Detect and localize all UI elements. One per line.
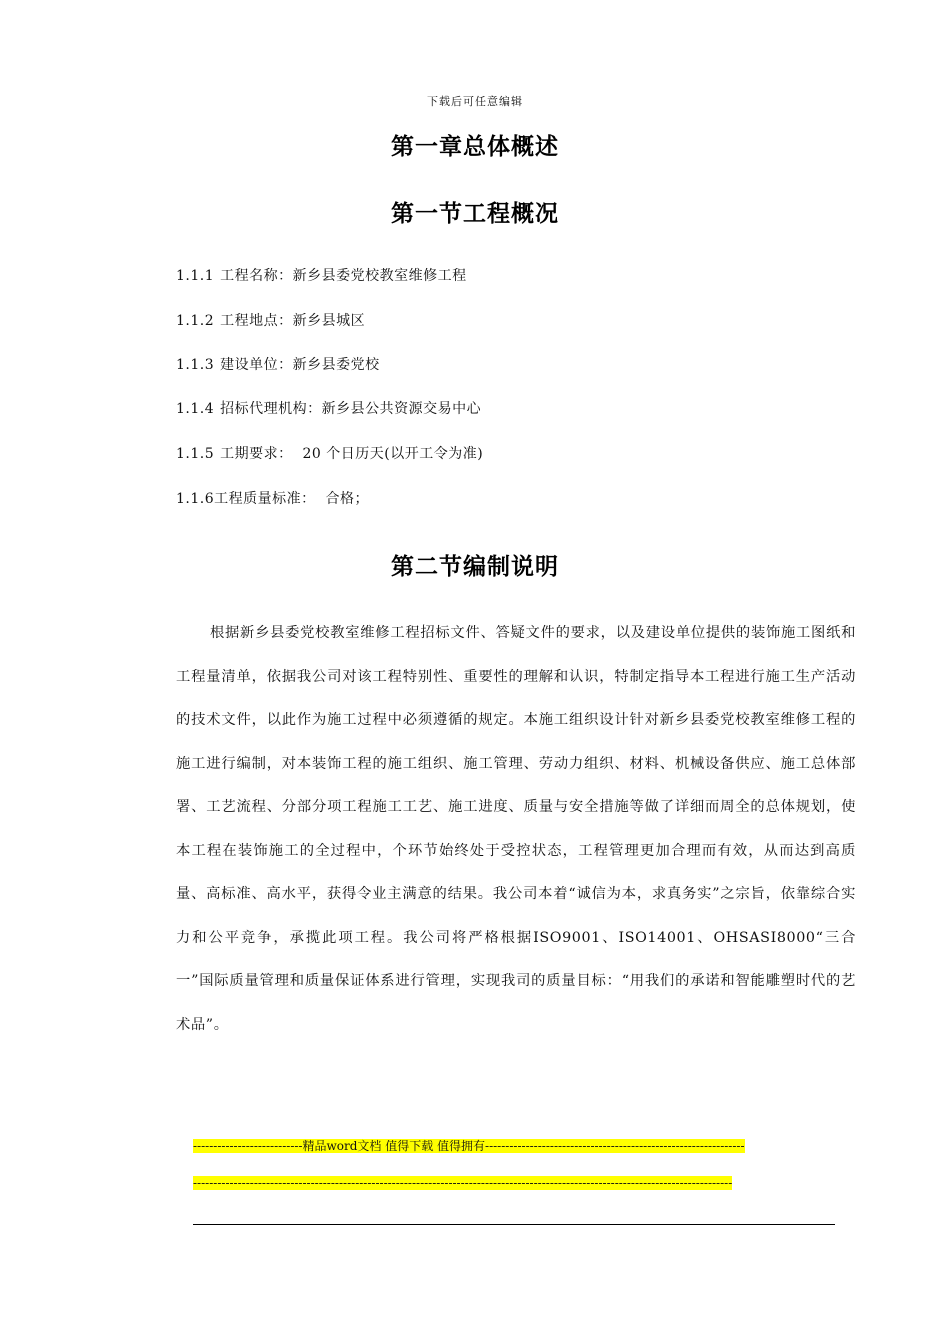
- info-item: [176, 488, 369, 508]
- info-item: [176, 398, 481, 418]
- info-item-text: 建设单位：新乡县委党校: [220, 357, 380, 373]
- info-item-number: 1.1.2: [176, 313, 215, 329]
- footer-banner: [193, 1140, 833, 1190]
- info-item-text: 工期要求： 20 个日历天(以开工令为准): [220, 446, 484, 462]
- info-item-number: 1.1.4: [176, 401, 215, 417]
- info-item-number: 1.1.1: [176, 268, 215, 284]
- info-item: [176, 265, 467, 285]
- header-note: 下载后可任意编辑: [427, 95, 523, 108]
- info-item-number: 1.1.6: [176, 491, 215, 507]
- info-item: [176, 354, 380, 374]
- info-item: [176, 443, 483, 463]
- chapter-title: 第一章总体概述: [391, 134, 559, 160]
- info-item-number: 1.1.5: [176, 446, 215, 462]
- info-item-number: 1.1.3: [176, 357, 215, 373]
- footer-dash-line: -------------------------------------------------------------------------------------------------------------------------------------: [193, 1176, 733, 1190]
- info-item: [176, 310, 365, 330]
- footer-promo-line: ---------------------------精品word文档 值得下载 值得拥有----------------------------------------------------------------: [193, 1139, 745, 1153]
- section-title-compilation: 第二节编制说明: [391, 554, 559, 580]
- section-title-overview: 第一节工程概况: [391, 201, 559, 227]
- footer-divider: [193, 1224, 835, 1225]
- info-item-text: 工程名称：新乡县委党校教室维修工程: [220, 268, 467, 284]
- body-paragraph: 根据新乡县委党校教室维修工程招标文件、答疑文件的要求，以及建设单位提供的装饰施工图纸和工程量清单，依据我公司对该工程特别性、重要性的理解和认识，特制定指导本工程进行施工生产活动的技术文件，以此作为施工过程中必须遵循的规定。本施工组织设计针对新乡县委党校教室维修工程的施工进行编制，对本装饰工程的施工组织、施工管理、劳动力组织、材料、机械设备供应、施工总体部署、工艺流程、分部分项工程施工工艺、施工进度、质量与安全措施等做了详细而周全的总体规划，使本工程在装饰施工的全过程中，个环节始终处于受控状态，工程管理更加合理而有效，从而达到高质量、高标准、高水平，获得令业主满意的结果。我公司本着“诚信为本，求真务实”之宗旨，依靠综合实力和公平竞争，承揽此项工程。我公司将严格根据ISO9001、ISO14001、OHSASI8000“三合一”国际质量管理和质量保证体系进行管理，实现我司的质量目标：“用我们的承诺和智能雕塑时代的艺术品”。: [176, 625, 856, 1033]
- info-item-text: 招标代理机构：新乡县公共资源交易中心: [220, 401, 482, 417]
- info-item-text: 工程地点：新乡县城区: [220, 313, 366, 329]
- info-item-text: 工程质量标准： 合格；: [214, 491, 370, 507]
